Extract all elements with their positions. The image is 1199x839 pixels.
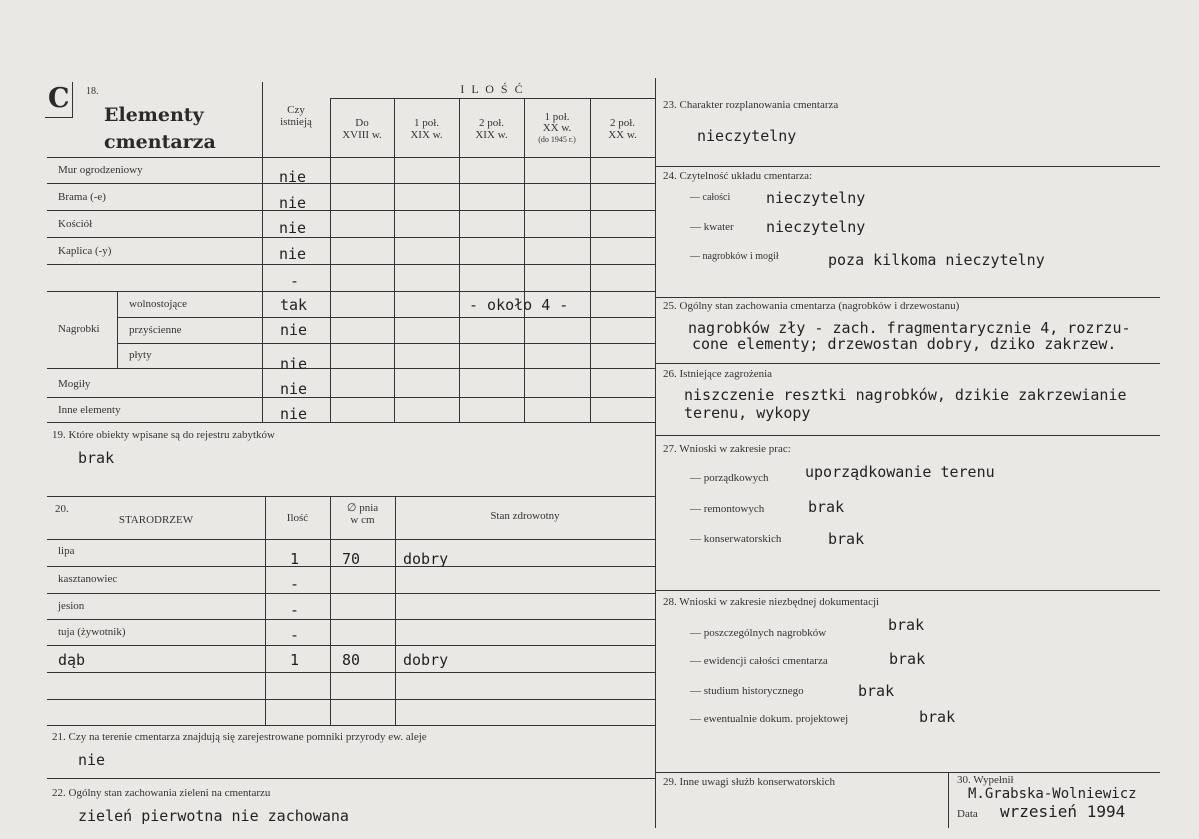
tree-name-4: tuja (żywotnik) (58, 626, 126, 638)
section-20-number: 20. (55, 503, 69, 515)
section-25-label: 25. Ogólny stan zachowania cmentarza (nagrobków i drzewostanu) (663, 300, 960, 312)
tree-diam-1: 70 (342, 550, 361, 568)
section-23-value: nieczytelny (697, 127, 797, 145)
section-27-item-1-label: — porządkowych (690, 472, 769, 484)
row-value-przyscienne: nie (280, 321, 308, 339)
section-29-label: 29. Inne uwagi służb konserwatorskich (663, 776, 835, 788)
row-label-plyty: płyty (129, 349, 152, 361)
section-28-item-4-value: brak (919, 708, 956, 726)
section-26-line2: terenu, wykopy (684, 404, 811, 422)
row-label-nagrobki: Nagrobki (58, 323, 100, 335)
section-30-date: wrzesień 1994 (1000, 802, 1126, 821)
col-header-5 (590, 117, 655, 141)
col-header-2 (394, 117, 459, 141)
header-czy-line1: Czy (287, 104, 305, 116)
header-tree-pnia-line2: w cm (350, 514, 375, 526)
section-24-item-2-value: nieczytelny (766, 218, 866, 236)
header-czy-line2: istnieją (280, 116, 312, 128)
section-27-item-1-value: uporządkowanie terenu (805, 463, 995, 481)
row-label-przyscienne: przyścienne (129, 324, 182, 336)
row-value-wolnostojace: tak (280, 296, 308, 314)
section-22-label: 22. Ogólny stan zachowania zieleni na cmentarzu (52, 787, 271, 799)
row-label-mur: Mur ogrodzeniowy (58, 164, 143, 176)
col-header-3-line1: 2 poł. (478, 117, 505, 129)
section-28-item-1-value: brak (888, 616, 925, 634)
tree-name-5: dąb (58, 651, 86, 669)
row-value-brama: nie (279, 194, 307, 212)
section-24-item-3-label: — nagrobków i mogił (690, 251, 779, 262)
col-header-4 (524, 112, 590, 145)
section-28-item-2-label: — ewidencji całości cmentarza (690, 655, 828, 667)
col-header-2-line1: 1 poł. (413, 117, 440, 129)
tree-qty-2: - (290, 575, 300, 593)
tree-name-2: kasztanowiec (58, 573, 118, 585)
row-value-kosciol: nie (279, 219, 307, 237)
row-value-mogily: nie (280, 380, 308, 398)
section-21-label: 21. Czy na terenie cmentarza znajdują się zarejestrowane pomniki przyrody ew. aleje (52, 731, 427, 743)
section-27-label: 27. Wnioski w zakresie prac: (663, 443, 791, 455)
row-label-brama: Brama (-e) (58, 191, 106, 203)
section-27-item-3-label: — konserwatorskich (690, 533, 782, 545)
section-19-value: brak (78, 449, 115, 467)
section-19-label: 19. Które obiekty wpisane są do rejestru zabytków (52, 429, 275, 441)
col-header-4-line2: XX w. (542, 122, 572, 134)
row-value-blank: - (290, 272, 300, 290)
col-header-5-line1: 2 poł. (609, 117, 636, 129)
row-value-kaplica: nie (279, 245, 307, 263)
section-30-name: M.Grabska-Wolniewicz (968, 786, 1137, 802)
section-18-title-line1: Elementy (104, 104, 204, 126)
tree-state-5: dobry (403, 651, 449, 669)
section-18-number: 18. (86, 86, 99, 97)
section-28-label: 28. Wnioski w zakresie niezbędnej dokumentacji (663, 596, 880, 608)
col-header-2-line2: XIX w. (410, 129, 443, 141)
row-label-kosciol: Kościół (58, 218, 93, 230)
section-18-title-line2: cmentarza (104, 131, 216, 153)
section-27-item-2-label: — remontowych (690, 503, 765, 515)
section-28-item-4-label: — ewentualnie dokum. projektowej (690, 713, 849, 725)
tree-qty-5: 1 (290, 651, 300, 669)
section-21-value: nie (78, 751, 106, 769)
section-27-item-2-value: brak (808, 498, 845, 516)
section-letter: C (48, 83, 70, 114)
row-label-kaplica: Kaplica (-y) (58, 245, 112, 257)
section-23-label: 23. Charakter rozplanowania cmentarza (663, 99, 839, 111)
section-28-item-3-value: brak (858, 682, 895, 700)
section-26-label: 26. Istniejące zagrożenia (663, 368, 773, 380)
tree-name-3: jesion (58, 600, 85, 612)
tree-qty-1: 1 (290, 550, 300, 568)
section-24-item-3-value: poza kilkoma nieczytelny (828, 251, 1045, 269)
section-24-item-1-value: nieczytelny (766, 189, 866, 207)
header-tree-pnia (330, 502, 395, 526)
tree-qty-3: - (290, 601, 300, 619)
col-header-1-line2: XVIII w. (342, 129, 382, 141)
row-value-mur: nie (279, 168, 307, 186)
section-26-line1: niszczenie resztki nagrobków, dzikie zakrzewianie (684, 386, 1127, 404)
row-label-inne: Inne elementy (58, 404, 121, 416)
section-22-value: zieleń pierwotna nie zachowana (78, 807, 349, 825)
section-28-item-2-value: brak (889, 650, 926, 668)
col-header-1-line1: Do (355, 117, 369, 129)
col-header-1 (330, 117, 394, 141)
header-czy (262, 104, 330, 128)
row-label-mogily: Mogiły (58, 378, 91, 390)
section-28-item-3-label: — studium historycznego (690, 685, 804, 697)
col-header-3-line2: XIX w. (475, 129, 508, 141)
tree-state-1: dobry (403, 550, 449, 568)
row-value-inne: nie (280, 405, 308, 423)
col-header-4-line1: 1 poł. (544, 111, 570, 123)
section-24-item-1-label: — całości (690, 192, 731, 203)
header-tree-stan: Stan zdrowotny (490, 510, 560, 522)
section-25-line2: cone elementy; drzewostan dobry, dziko zakrzew. (692, 335, 1117, 353)
row-label-wolnostojace: wolnostojące (129, 298, 188, 310)
tree-qty-4: - (290, 626, 300, 644)
header-tree-ilosc: Ilość (286, 512, 309, 524)
section-24-label: 24. Czytelność układu cmentarza: (663, 170, 813, 182)
section-30-label: 30. Wypełnił (957, 774, 1014, 786)
tree-name-1: lipa (58, 545, 75, 557)
col-header-5-line2: XX w. (608, 129, 637, 141)
col-header-4-line3: (do 1945 r.) (538, 135, 576, 144)
tree-diam-5: 80 (342, 651, 361, 669)
header-ilosc: I L O Ś Ć (460, 82, 525, 96)
header-tree-pnia-line1: ∅ pnia (346, 502, 379, 514)
section-30-data-label: Data (957, 808, 978, 820)
col-header-3 (459, 117, 524, 141)
section-28-item-1-label: — poszczególnych nagrobków (690, 627, 827, 639)
section-24-item-2-label: — kwater (690, 221, 734, 233)
row-ilosc-wolnostojace: - około 4 - (469, 296, 569, 314)
row-value-plyty: nie (280, 355, 308, 373)
section-25-line1: nagrobków zły - zach. fragmentarycznie 4, rozrzu- (688, 319, 1131, 337)
section-27-item-3-value: brak (828, 530, 865, 548)
header-starodrzew: STARODRZEW (118, 514, 194, 526)
